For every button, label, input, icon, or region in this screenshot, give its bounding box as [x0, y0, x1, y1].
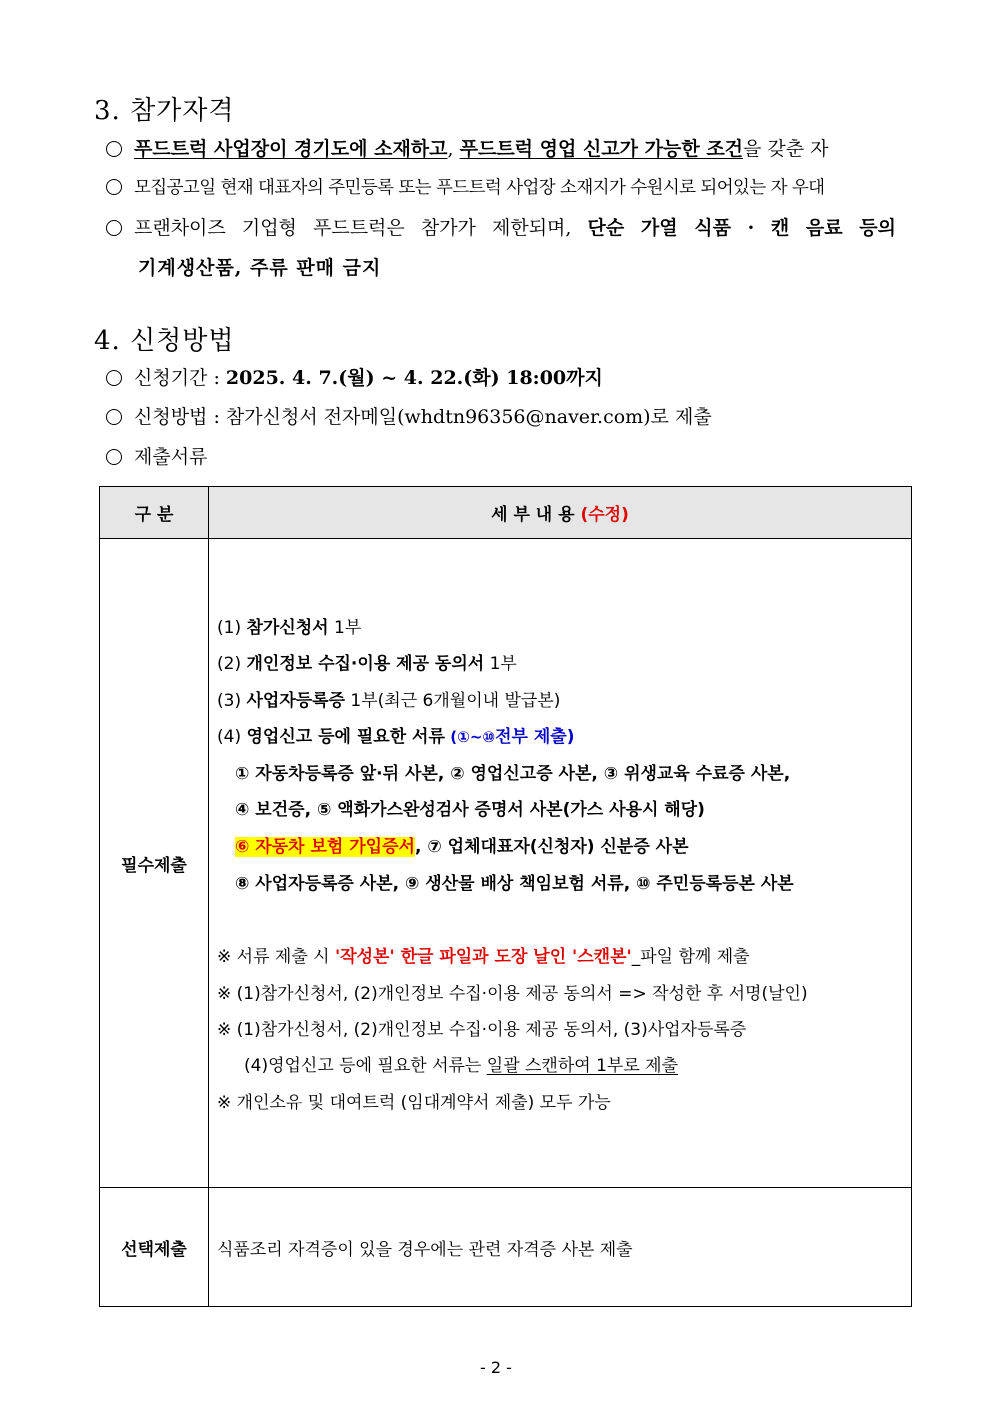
required-sub-4: ⑧ 사업자등록증 사본, ⑨ 생산물 배상 책임보험 서류, ⑩ 주민등록등본 사본: [235, 874, 794, 894]
table-header-row: [100, 487, 912, 539]
table-row-required: [100, 539, 912, 1188]
circle-bullet-icon: [106, 179, 122, 195]
required-item-4: [217, 722, 575, 747]
item3-part-b: 단순 가열 식품 · 캔 음료 등의: [587, 217, 897, 239]
sub3-rest: , ⑦ 업체대표자(신청자) 신분증 사본: [414, 837, 689, 857]
section3-item3-cont: 기계생산품, 주류 판매 금지: [138, 257, 382, 279]
section3-item1: [106, 134, 829, 161]
header-category: 구 분: [100, 487, 209, 539]
circle-bullet-icon: [106, 141, 122, 157]
section4-docs-label: [106, 442, 207, 469]
item-name: 개인정보 수집·이용 제공 동의서: [246, 654, 485, 674]
required-item-2: [217, 649, 517, 674]
item1-part-a: 푸드트럭 사업장이 경기도에 소재하고: [134, 138, 448, 160]
item-rest: 1부(최근 6개월이내 발급본): [345, 691, 561, 711]
item-num: (3): [217, 691, 247, 711]
note1-c: _파일 함께 제출: [631, 947, 750, 967]
method-text: 신청방법 : 참가신청서 전자메일(whdtn96356@naver.com)로 제출: [134, 406, 712, 428]
item-rest: 1부: [328, 618, 362, 638]
required-note-3: ※ (1)참가신청서, (2)개인정보 수집·이용 제공 동의서, (3)사업자등록증: [217, 1020, 747, 1040]
section3-heading: 3. 참가자격: [94, 96, 235, 126]
item-num: (4): [217, 727, 247, 747]
required-detail: [209, 539, 912, 1188]
item-name: 참가신청서: [246, 618, 329, 638]
header-detail-text: 세 부 내 용: [491, 505, 581, 525]
circle-bullet-icon: [106, 370, 122, 386]
highlighted-insurance: ⑥ 자동차 보험 가입증서: [235, 837, 415, 857]
section4-heading: 4. 신청방법: [94, 326, 235, 356]
item2-text: 모집공고일 현재 대표자의 주민등록 또는 푸드트럭 사업장 소재지가 수원시로 되어있는 자 우대: [134, 178, 825, 198]
documents-table: [99, 486, 912, 1307]
note1-a: ※ 서류 제출 시: [217, 947, 335, 967]
required-sub-2: ④ 보건증, ⑤ 액화가스완성검사 증명서 사본(가스 사용시 해당): [235, 800, 705, 820]
circle-bullet-icon: [106, 449, 122, 465]
item-rest: 1부: [484, 654, 517, 674]
note4-a: (4)영업신고 등에 필요한 서류는: [244, 1056, 487, 1076]
required-sub-3: [235, 832, 689, 857]
optional-label: 선택제출: [100, 1188, 209, 1307]
table-row-optional: [100, 1188, 912, 1307]
item1-part-d: 을 갖춘 자: [743, 138, 829, 160]
required-note-5: ※ 개인소유 및 대여트럭 (임대계약서 제출) 모두 가능: [217, 1093, 611, 1113]
optional-text: 식품조리 자격증이 있을 경우에는 관련 자격증 사본 제출: [217, 1239, 633, 1260]
header-detail: [209, 487, 912, 539]
circle-bullet-icon: [106, 220, 122, 236]
period-label: 신청기간 :: [134, 367, 226, 389]
required-sub-1: ① 자동차등록증 앞·뒤 사본, ② 영업신고증 사본, ③ 위생교육 수료증 사본,: [235, 764, 791, 784]
item-name: 사업자등록증: [246, 691, 346, 711]
page-number: - 2 -: [480, 1358, 512, 1377]
item4-note-b: 전부 제출): [495, 727, 575, 747]
item-num: (2): [217, 654, 247, 674]
section4-method: [106, 402, 712, 429]
required-note-4: [244, 1051, 678, 1076]
section3-item2: [106, 174, 824, 199]
optional-detail: [209, 1188, 912, 1307]
item-name: 영업신고 등에 필요한 서류: [246, 727, 445, 747]
required-note-1: [217, 942, 750, 967]
required-item-1: [217, 613, 361, 638]
note1-b: '작성본' 한글 파일과 도장 날인 '스캔본': [334, 947, 632, 967]
section4-period: [106, 363, 603, 390]
item4-note-a: (①~⑩: [450, 728, 496, 746]
required-item-3: [217, 686, 560, 711]
section3-item3: [106, 213, 896, 240]
required-note-2: ※ (1)참가신청서, (2)개인정보 수집·이용 제공 동의서 => 작성한 후 서명(날인): [217, 984, 808, 1004]
item1-part-b: ,: [447, 138, 460, 160]
required-label: 필수제출: [100, 539, 209, 1188]
item3-part-a: 프랜차이즈 기업형 푸드트럭은 참가가 제한되며,: [134, 217, 588, 239]
docs-label-text: 제출서류: [134, 446, 208, 468]
circle-bullet-icon: [106, 409, 122, 425]
note4-b: 일괄 스캔하여 1부로 제출: [486, 1056, 679, 1076]
item-num: (1): [217, 618, 247, 638]
period-value: 2025. 4. 7.(월) ~ 4. 22.(화) 18:00까지: [225, 367, 603, 389]
item1-part-c: 푸드트럭 영업 신고가 가능한 조건: [459, 138, 744, 160]
header-detail-note: (수정): [580, 505, 629, 525]
